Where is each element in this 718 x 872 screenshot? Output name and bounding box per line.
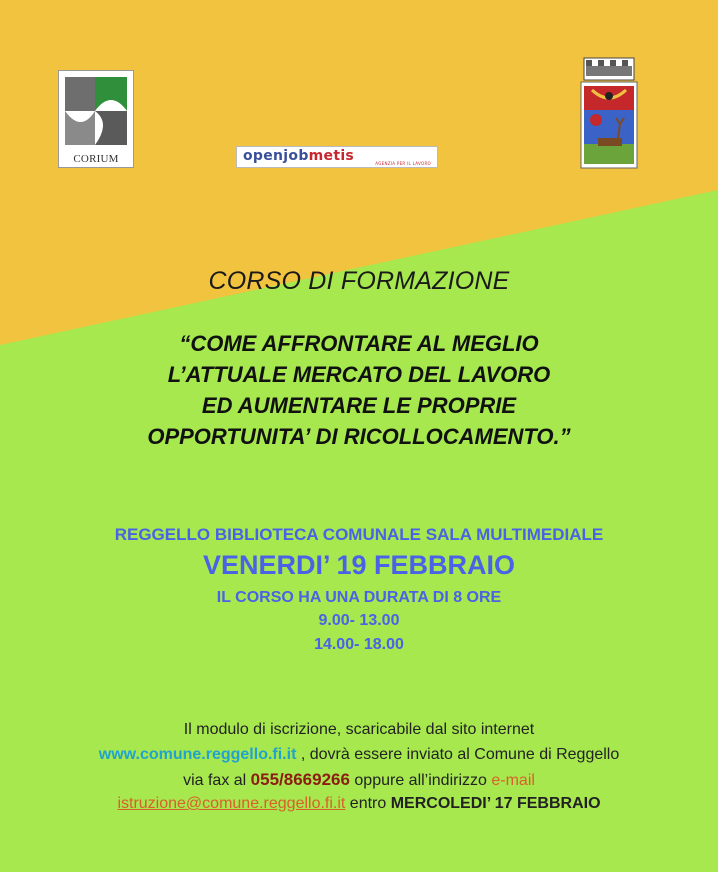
course-title-line-1: “COME AFFRONTARE AL MEGLIO <box>179 331 539 356</box>
website-link[interactable]: www.comune.reggello.fi.it <box>98 746 297 763</box>
event-morning-hours: 9.00- 13.00 <box>318 612 400 629</box>
registration-line-2-text: , dovrà essere inviato al Comune di Reggello <box>296 746 620 763</box>
registration-deadline: MERCOLEDI’ 17 FEBBRAIO <box>390 795 601 812</box>
event-duration: IL CORSO HA UNA DURATA DI 8 ORE <box>216 589 502 606</box>
event-afternoon-hours: 14.00- 18.00 <box>314 636 404 653</box>
corium-mark-icon <box>59 71 133 151</box>
fax-label: via fax al <box>183 772 251 789</box>
registration-line-4 <box>0 795 718 813</box>
course-title-line-2: L’ATTUALE MERCATO DEL LAVORO <box>167 362 551 387</box>
registration-line-1: Il modulo di iscrizione, scaricabile dal sito internet <box>183 721 535 738</box>
openjobmetis-wordmark <box>243 148 354 164</box>
registration-line-3-text: oppure all’indirizzo <box>349 772 492 789</box>
course-title-line-3: ED AUMENTARE LE PROPRIE <box>201 393 517 418</box>
event-location: REGGELLO BIBLIOTECA COMUNALE SALA MULTIMEDIALE <box>114 525 604 544</box>
event-date: VENERDI’ 19 FEBBRAIO <box>202 550 516 580</box>
email-label: e-mail <box>491 772 535 789</box>
course-title-line-4: OPPORTUNITA’ DI RICOLLOCAMENTO.” <box>147 424 571 449</box>
registration-line-2 <box>0 746 718 764</box>
registration-line-4-text: entro <box>345 795 391 812</box>
openjob-text: openjob <box>243 148 309 164</box>
corium-wordmark: CORIUM <box>73 153 119 165</box>
corium-logo <box>58 70 134 168</box>
email-link[interactable]: istruzione@comune.reggello.fi.it <box>117 795 346 812</box>
course-heading: CORSO DI FORMAZIONE <box>208 267 510 295</box>
fax-number: 055/8669266 <box>250 770 350 789</box>
registration-line-3 <box>0 770 718 790</box>
metis-text: metis <box>308 148 355 164</box>
openjobmetis-logo <box>236 146 438 168</box>
openjobmetis-tagline: AGENZIA PER IL LAVORO <box>375 161 431 166</box>
reggello-crest-icon <box>578 50 640 170</box>
